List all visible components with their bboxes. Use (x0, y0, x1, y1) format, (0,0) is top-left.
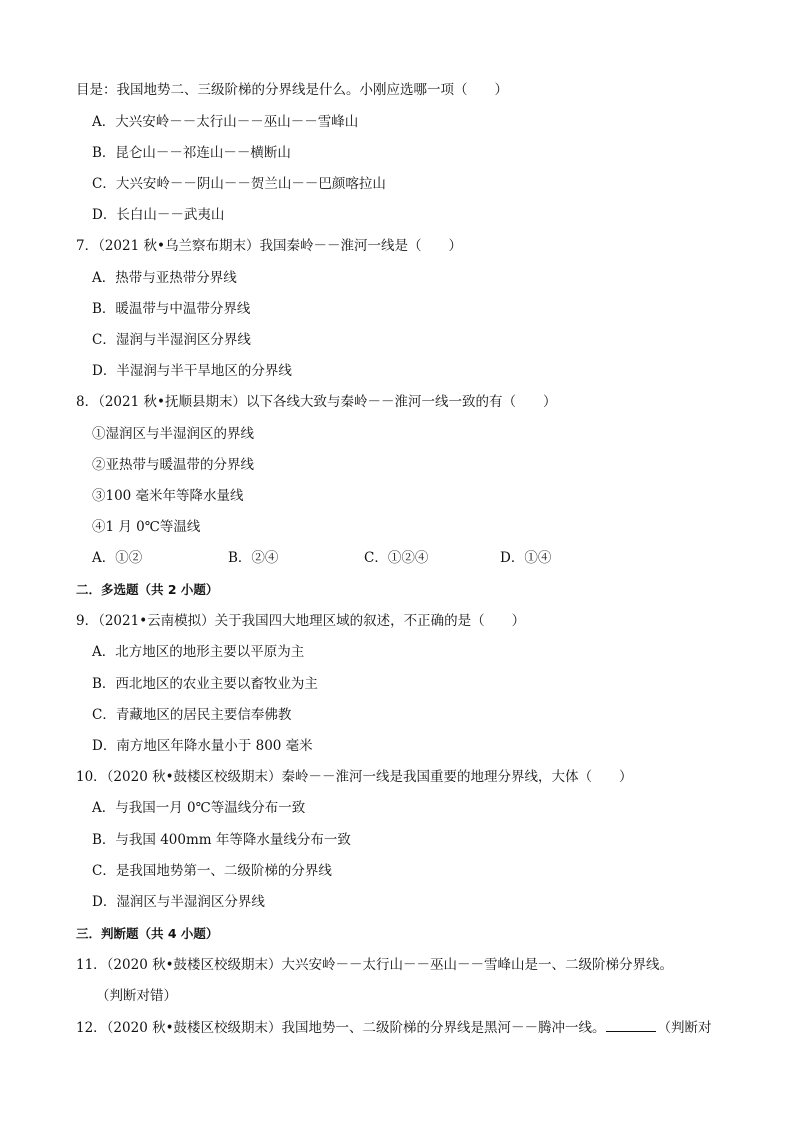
option-c: C．大兴安岭－－阴山－－贺兰山－－巴颜喀拉山 (92, 176, 386, 192)
q10-option-b: B．与我国 400mm 年等降水量线分布一致 (92, 832, 351, 848)
q8-option-c: C．①②④ (364, 550, 429, 566)
q8-item-2: ②亚热带与暖温带的分界线 (92, 457, 254, 473)
question-10-stem: 10．（2020 秋•鼓楼区校级期末）秦岭－－淮河一线是我国重要的地理分界线，大体（ ） (76, 769, 633, 785)
q9-option-d: D．南方地区年降水量小于 800 毫米 (92, 738, 313, 754)
q8-item-1: ①湿润区与半湿润区的界线 (92, 426, 254, 442)
question-11-instruction: （判断对错） (96, 988, 177, 1004)
option-a: A．大兴安岭－－太行山－－巫山－－雪峰山 (92, 114, 359, 130)
q7-option-b: B．暖温带与中温带分界线 (92, 301, 251, 317)
section-heading-true-false: 三．判断题（共 4 小题） (76, 926, 219, 941)
q7-option-a: A．热带与亚热带分界线 (92, 270, 237, 286)
answer-blank[interactable] (606, 1017, 656, 1032)
q10-option-d: D．湿润区与半湿润区分界线 (92, 894, 265, 910)
q8-item-4: ④1 月 0℃等温线 (92, 519, 201, 535)
q8-options-row (92, 548, 636, 568)
q8-option-d: D．①④ (500, 550, 552, 566)
section-heading-multiple-choice: 二．多选题（共 2 小题） (76, 582, 219, 597)
q8-option-b: B．②④ (228, 550, 279, 566)
option-d: D．长白山－－武夷山 (92, 207, 225, 223)
question-8-stem: 8．（2021 秋•抚顺县期末）以下各线大致与秦岭－－淮河一线一致的有（ ） (76, 394, 557, 410)
question-7-stem: 7．（2021 秋•乌兰察布期末）我国秦岭－－淮河一线是（ ） (76, 238, 462, 254)
q10-option-a: A．与我国一月 0℃等温线分布一致 (92, 800, 306, 816)
option-b: B．昆仑山－－祁连山－－横断山 (92, 145, 291, 161)
q9-option-c: C．青藏地区的居民主要信奉佛教 (92, 707, 292, 723)
question-stem: 目是：我国地势二、三级阶梯的分界线是什么。小刚应选哪一项（ ） (76, 82, 508, 98)
q7-option-d: D．半湿润与半干旱地区的分界线 (92, 363, 292, 379)
question-11-stem: 11．（2020 秋•鼓楼区校级期末）大兴安岭－－太行山－－巫山－－雪峰山是一、二级阶梯分界线。 (76, 957, 674, 973)
question-9-stem: 9．（2021•云南模拟）关于我国四大地理区域的叙述，不正确的是（ ） (76, 613, 526, 629)
q9-option-b: B．西北地区的农业主要以畜牧业为主 (92, 676, 318, 692)
question-12-line (76, 1017, 712, 1038)
q9-option-a: A．北方地区的地形主要以平原为主 (92, 644, 305, 660)
q8-option-a: A．①② (92, 550, 143, 566)
question-12-instruction: （判断对 (657, 1020, 712, 1036)
question-12-stem: 12．（2020 秋•鼓楼区校级期末）我国地势一、二级阶梯的分界线是黑河－－腾冲一线。 (76, 1020, 606, 1036)
q10-option-c: C．是我国地势第一、二级阶梯的分界线 (92, 863, 332, 879)
q8-item-3: ③100 毫米年等降水量线 (92, 488, 244, 504)
q7-option-c: C．湿润与半湿润区分界线 (92, 332, 251, 348)
